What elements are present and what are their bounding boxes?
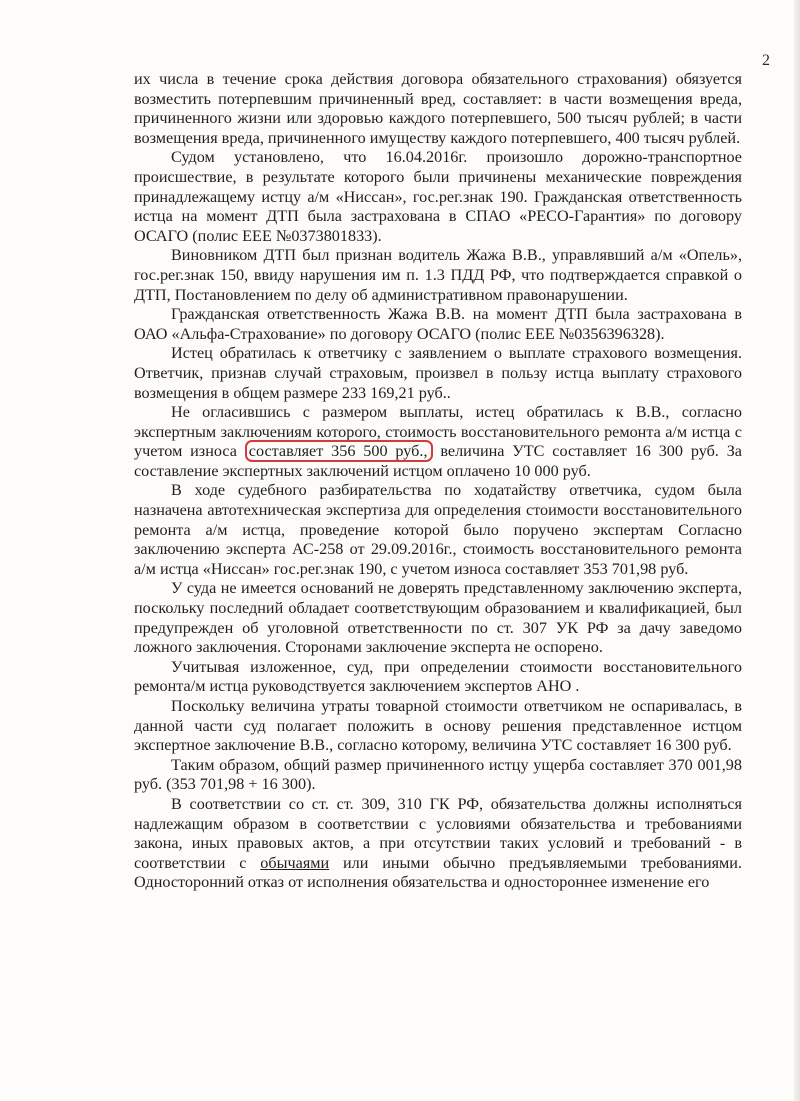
paragraph-10: Поскольку величина утраты товарной стоимости ответчиком не оспаривалась, в данной части суд полагает положить в основу решения представленное истцом экспертное заключение В.В., согласно которому, величина УТС составляет 16 300 руб. [134, 697, 742, 755]
paragraph-6-end: величина УТС составляет 16 300 руб. За составление экспертных заключений истцом оплачено 10 000 руб. [134, 442, 742, 480]
document-body [134, 70, 742, 893]
paragraph-4: Гражданская ответственность Жажа В.В. на момент ДТП была застрахована в ОАО «Альфа-Страхование» по договору ОСАГО (полис ЕЕЕ №0356396328). [134, 305, 742, 343]
customs-link[interactable]: обычаями [260, 853, 330, 872]
circled-amount: составляет 356 500 руб., [245, 440, 433, 462]
paragraph-5: Истец обратилась к ответчику с заявлением о выплате страхового возмещения. Ответчик, признав случай страховым, произвел в пользу истца выплату страхового возмещения в общем размере 233 169,21 руб.. [134, 344, 742, 402]
paragraph-8: У суда не имеется оснований не доверять представленному заключению эксперта, поскольку последний обладает соответствующим образованием и квалификацией, был предупрежден об уголовной ответственности по ст. 307 УК РФ за дачу заведомо ложного заключения. Сторонами заключение эксперта не оспорено. [134, 579, 742, 657]
page-number: 2 [762, 52, 770, 69]
paragraph-11: Таким образом, общий размер причиненного истцу ущерба составляет 370 001,98 руб. (353 701,98 + 16 300). [134, 755, 742, 794]
paragraph-9: Учитывая изложенное, суд, при определении стоимости восстановительного ремонта/м истца руководствуется заключением экспертов АНО . [134, 657, 742, 696]
paragraph-6-start: Не огласившись с размером выплаты, истец обратилась к В.В., согласно экспертным заключениям которого, стоимость восстановительного ремонта а/м истца с учетом износа [134, 403, 742, 461]
paragraph-12 [134, 795, 742, 893]
paragraph-2: Судом установлено, что 16.04.2016г. произошло дорожно-транспортное происшествие, в результате которого были причинены механические повреждения принадлежащему истцу а/м «Ниссан», гос.рег.знак 190. Гражданская ответственность истца на момент ДТП была застрахована в СПАО «РЕСО-Гарантия» по договору ОСАГО (полис ЕЕЕ №0373801833). [134, 148, 742, 245]
page-edge-shadow [794, 0, 800, 1101]
paragraph-3: Виновником ДТП был признан водитель Жажа В.В., управлявший а/м «Опель», гос.рег.знак 150, ввиду нарушения им п. 1.3 ПДД РФ, что подтверждается справкой о ДТП, Постановлением по делу об административном правонарушении. [134, 246, 742, 304]
paragraph-6 [134, 403, 742, 481]
paragraph-1: их числа в течение срока действия договора обязательного страхования) обязуется возместить потерпевшим причиненный вред, составляет: в части возмещения вреда, причиненного жизни или здоровью каждого потерпевшего, 500 тысяч рублей; в части возмещения вреда, причиненного имуществу каждого потерпевшего, 400 тысяч рублей. [134, 70, 742, 147]
paragraph-12-end: или иными обычно предъявляемыми требованиями. Односторонний отказ от исполнения обязательства и одностороннее изменение его [134, 853, 743, 892]
paragraph-7: В ходе судебного разбирательства по ходатайству ответчика, судом была назначена автотехническая экспертиза для определения стоимости восстановительного ремонта а/м истца, проведение которой было поручено экспертам Согласно заключению эксперта АС-258 от 29.09.2016г., стоимость восстановительного ремонта а/м истца «Ниссан» гос.рег.знак 190, с учетом износа составляет 353 701,98 руб. [134, 481, 742, 578]
paragraph-12-start: В соответствии со ст. ст. 309, 310 ГК РФ, обязательства должны исполняться надлежащим образом в соответствии с условиями обязательства и требованиями закона, иных правовых актов, а при отсутствии таких условий и требований - в соответствии с [134, 794, 742, 872]
